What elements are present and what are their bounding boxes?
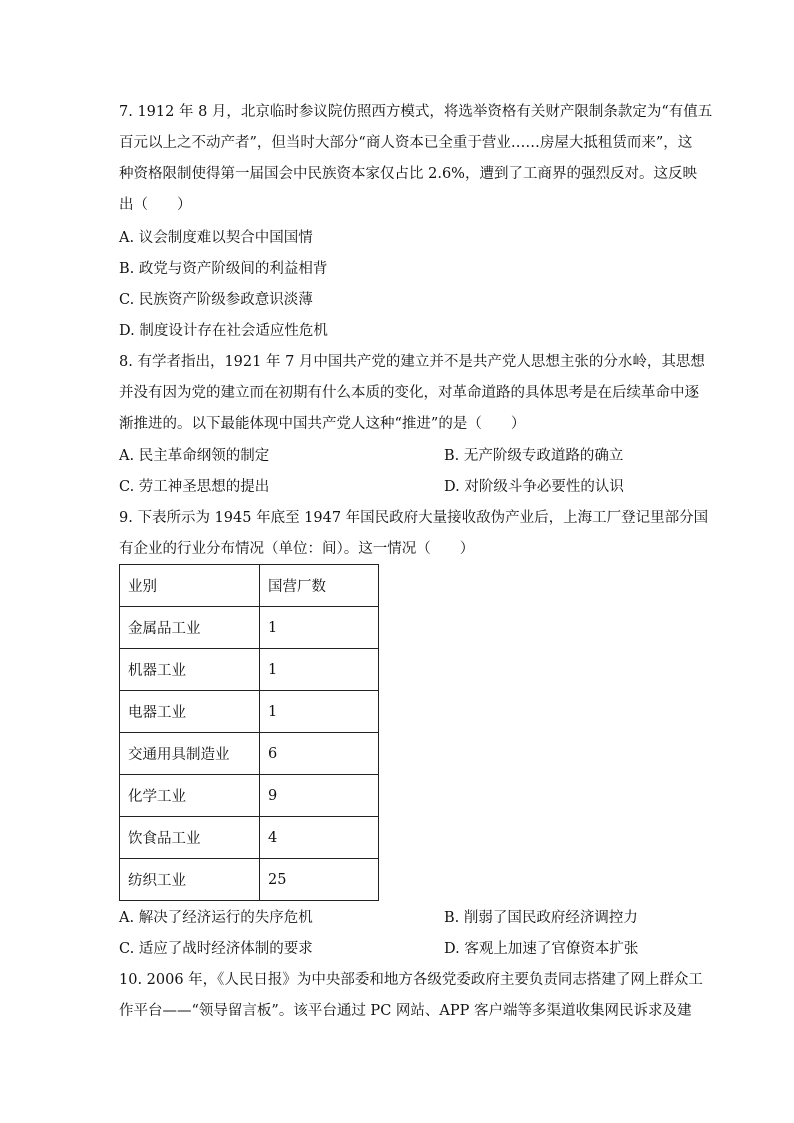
table-header-cell: 业别 — [120, 565, 260, 607]
q8-option-d: D. 对阶级斗争必要性的认识 — [444, 479, 624, 495]
table-cell-count: 9 — [260, 775, 379, 817]
table-header-row — [120, 565, 379, 607]
table-cell-count: 1 — [260, 607, 379, 649]
q9-option-c: C. 适应了战时经济体制的要求 — [119, 941, 313, 957]
q8-option-a: A. 民主革命纲领的制定 — [119, 448, 270, 464]
q8-stem-line-3: 渐推进的。以下最能体现中国共产党人这种“推进”的是（ ） — [119, 416, 526, 432]
table-cell-industry: 电器工业 — [120, 691, 260, 733]
table-cell-industry: 化学工业 — [120, 775, 260, 817]
q10-stem-line-1: 10. 2006 年，《人民日报》为中央部委和地方各级党委政府主要负责同志搭建了网上群众工 — [119, 972, 703, 988]
q7-stem-line-4: 出（ ） — [119, 197, 192, 213]
table-row — [120, 607, 379, 649]
q8-stem-line-2: 并没有因为党的建立而在初期有什么本质的变化，对革命道路的具体思考是在后续革命中逐 — [119, 385, 699, 401]
q9-stem-line-2: 有企业的行业分布情况（单位：间）。这一情况（ ） — [119, 541, 475, 557]
table-cell-industry: 机器工业 — [120, 649, 260, 691]
q7-stem-line-3: 种资格限制使得第一届国会中民族资本家仅占比 2.6%，遭到了工商界的强烈反对。这反映 — [119, 166, 697, 182]
q7-option-a: A. 议会制度难以契合中国国情 — [119, 230, 313, 246]
table-row — [120, 649, 379, 691]
q10-stem-line-2: 作平台——“领导留言板”。该平台通过 PC 网站、APP 客户端等多渠道收集网民诉求及建 — [119, 1003, 692, 1019]
q9-option-d: D. 客观上加速了官僚资本扩张 — [444, 941, 639, 957]
industry-table — [119, 564, 379, 901]
q9-stem-line-1: 9. 下表所示为 1945 年底至 1947 年国民政府大量接收敌伪产业后，上海工厂登记里部分国 — [119, 510, 709, 526]
q8-stem-line-1: 8. 有学者指出，1921 年 7 月中国共产党的建立并不是共产党人思想主张的分水岭，其思想 — [119, 354, 705, 370]
table-row — [120, 859, 379, 901]
q8-option-c: C. 劳工神圣思想的提出 — [119, 479, 270, 495]
q9-option-b: B. 削弱了国民政府经济调控力 — [444, 910, 638, 926]
table-cell-industry: 金属品工业 — [120, 607, 260, 649]
q7-stem-line-2: 百元以上之不动产者”，但当时大部分“商人资本已全重于营业……房屋大抵租赁而来”，这 — [119, 135, 693, 151]
table-cell-industry: 饮食品工业 — [120, 817, 260, 859]
q7-stem-line-1: 7. 1912 年 8 月，北京临时参议院仿照西方模式，将选举资格有关财产限制条款定为“有值五 — [119, 104, 713, 120]
q7-option-b: B. 政党与资产阶级间的利益相背 — [119, 261, 328, 277]
table-row — [120, 691, 379, 733]
table-cell-count: 4 — [260, 817, 379, 859]
table-row — [120, 817, 379, 859]
table-cell-count: 1 — [260, 691, 379, 733]
table-cell-count: 1 — [260, 649, 379, 691]
q8-option-b: B. 无产阶级专政道路的确立 — [444, 448, 624, 464]
table-row — [120, 775, 379, 817]
table-cell-industry: 交通用具制造业 — [120, 733, 260, 775]
table-row — [120, 733, 379, 775]
table-cell-industry: 纺织工业 — [120, 859, 260, 901]
q7-option-d: D. 制度设计存在社会适应性危机 — [119, 323, 328, 339]
table-header-cell: 国营厂数 — [260, 565, 379, 607]
table-cell-count: 6 — [260, 733, 379, 775]
q7-option-c: C. 民族资产阶级参政意识淡薄 — [119, 292, 313, 308]
q9-option-a: A. 解决了经济运行的失序危机 — [119, 910, 313, 926]
table-cell-count: 25 — [260, 859, 379, 901]
